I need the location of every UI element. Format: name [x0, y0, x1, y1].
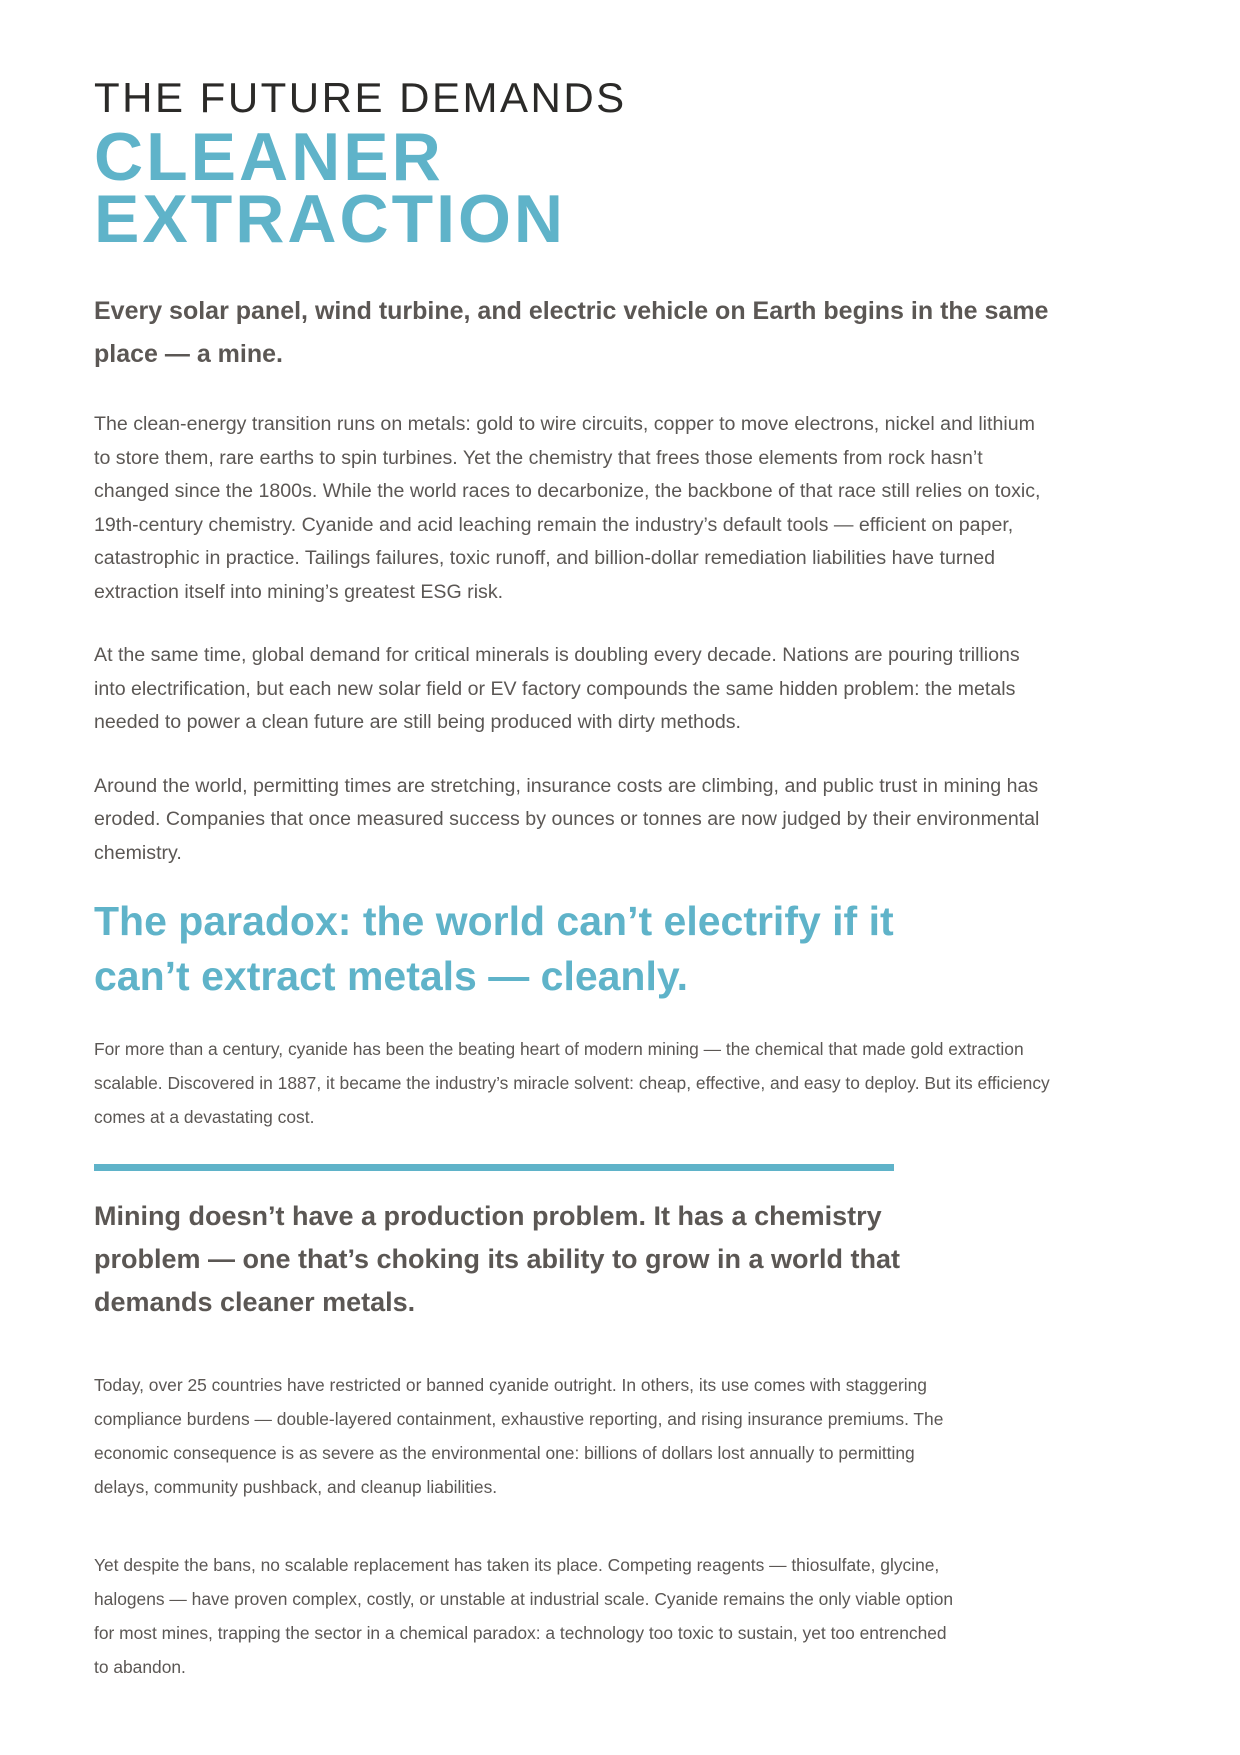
intro-paragraph-2: At the same time, global demand for critical minerals is doubling every decade. Nations are pouring trillions into electrification, but each new solar field or EV factory compounds the same hidden problem: the metals needed to power a clean future are still being produced with dirty methods. [94, 644, 1020, 733]
intro-paragraph-1: The clean-energy transition runs on metals: gold to wire circuits, copper to move electrons, nickel and lithium to store them, rare earths to spin turbines. Yet the chemistry that frees those elements from rock hasn’t changed since the 1800s. While the world races to decarbonize, the backbone of that race still relies on toxic, 19th-century chemistry. Cyanide and acid leaching remain the industry’s default tools — efficient on paper, catastrophic in practice. Tailings failures, toxic runoff, and billion-dollar remediation liabilities have turned extraction itself into mining’s greatest ESG risk. [94, 413, 1041, 603]
section-paragraph: For more than a century, cyanide has been the beating heart of modern mining — the chemical that made gold extraction scalable. Discovered in 1887, it became the industry’s miracle solvent: cheap, effective, and easy to deploy. But its efficiency comes at a devastating cost. [94, 1039, 1050, 1127]
article [94, 72, 1094, 1684]
closing-paragraph-1: Today, over 25 countries have restricted or banned cyanide outright. In others, its use comes with staggering compliance burdens — double-layered containment, exhaustive reporting, and rising insurance premiums. The economic consequence is as severe as the environmental one: billions of dollars lost annually to permitting delays, community pushback, and cleanup liabilities. [94, 1375, 944, 1497]
page-header [94, 72, 1094, 257]
title-line-1: CLEANER [94, 119, 444, 195]
kicker-heading: THE FUTURE DEMANDS [94, 74, 627, 121]
closing-paragraph-2: Yet despite the bans, no scalable replacement has taken its place. Competing reagents — thiosulfate, glycine, halogens — have proven complex, costly, or unstable at industrial scale. Cyanide remains the only viable option for most mines, trapping the sector in a chemical paradox: a technology too toxic to sustain, yet too entrenched to abandon. [94, 1555, 954, 1677]
lede-paragraph: Every solar panel, wind turbine, and electric vehicle on Earth begins in the same place — a mine. [94, 297, 1049, 368]
page-title [94, 119, 1094, 257]
section-heading: The paradox: the world can’t electrify if it can’t extract metals — cleanly. [94, 898, 894, 999]
pull-quote: Mining doesn’t have a production problem. It has a chemistry problem — one that’s choking its ability to grow in a world that demands cleaner metals. [94, 1201, 901, 1317]
accent-divider [94, 1164, 894, 1171]
title-line-2: EXTRACTION [94, 181, 566, 257]
intro-paragraph-3: Around the world, permitting times are stretching, insurance costs are climbing, and public trust in mining has eroded. Companies that once measured success by ounces or tonnes are now judged by their environmental chemistry. [94, 774, 1040, 864]
